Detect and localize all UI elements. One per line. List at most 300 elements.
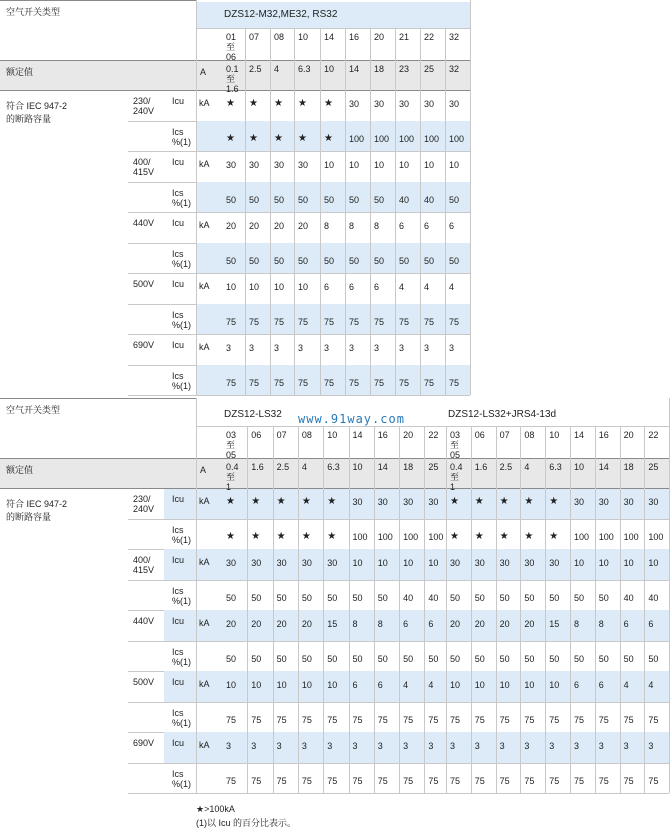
cell-value: 3 bbox=[349, 343, 355, 353]
rating-value: 4 bbox=[274, 64, 280, 74]
cell-value: ★ bbox=[524, 530, 534, 542]
code-header: 20 bbox=[623, 430, 634, 440]
cell-value: 75 bbox=[524, 714, 535, 725]
cell-value: 50 bbox=[274, 194, 285, 205]
cell-value: 75 bbox=[474, 714, 485, 725]
col-rule bbox=[424, 426, 425, 793]
rating-label: 额定值 bbox=[6, 67, 34, 77]
cell-value: 4 bbox=[623, 680, 629, 690]
cell-value: 75 bbox=[298, 316, 309, 327]
cell-value: 100 bbox=[352, 531, 368, 542]
cell-value: ★ bbox=[276, 496, 286, 507]
param-label: Ics %(1) bbox=[172, 585, 192, 606]
cell-value: 40 bbox=[424, 194, 435, 205]
unit-label: kA bbox=[199, 98, 210, 108]
cell-value: 75 bbox=[450, 714, 461, 725]
cell-value: 100 bbox=[428, 531, 444, 542]
cell-value: 75 bbox=[374, 377, 385, 388]
cell-value: 30 bbox=[428, 497, 439, 507]
cell-value: 4 bbox=[428, 680, 434, 690]
cell-value: 20 bbox=[226, 619, 237, 629]
cell-value: 75 bbox=[249, 377, 260, 388]
cell-value: 50 bbox=[428, 653, 439, 664]
row-divider bbox=[128, 151, 470, 152]
col-rule bbox=[374, 426, 375, 793]
cell-value: 10 bbox=[574, 558, 585, 568]
cell-value: 10 bbox=[549, 680, 560, 690]
cell-value: 75 bbox=[648, 714, 659, 725]
cell-value: 10 bbox=[274, 282, 285, 292]
cell-value: 3 bbox=[298, 343, 304, 353]
cell-value: 10 bbox=[249, 282, 260, 292]
param-label: Ics %(1) bbox=[172, 768, 192, 789]
cell-value: 75 bbox=[226, 316, 237, 327]
rating-value: 4 bbox=[524, 462, 530, 472]
cell-value: 8 bbox=[377, 619, 383, 629]
cell-value: 100 bbox=[648, 531, 664, 542]
rating-value: 2.5 bbox=[249, 64, 262, 74]
cell-value: 6 bbox=[349, 282, 355, 292]
rating-value: 0.4 至 1 bbox=[226, 462, 239, 492]
cell-value: 100 bbox=[623, 531, 639, 542]
cell-value: 20 bbox=[251, 619, 262, 629]
cell-value: 30 bbox=[274, 160, 285, 170]
param-label: Ics %(1) bbox=[172, 707, 192, 728]
footnote-percentage: (1)以 Icu 的百分比表示。 bbox=[196, 818, 297, 828]
right-rule bbox=[470, 0, 471, 395]
cell-value: 75 bbox=[623, 714, 634, 725]
rating-unit: A bbox=[200, 465, 207, 475]
capacity-label: 符合 IEC 947-2 的断路容量 bbox=[6, 101, 68, 124]
rating-value: 14 bbox=[598, 462, 609, 472]
code-header: 10 bbox=[298, 32, 309, 42]
param-label: Icu bbox=[172, 96, 185, 106]
cell-value: 50 bbox=[450, 653, 461, 664]
row-divider bbox=[128, 793, 669, 794]
cell-value: 10 bbox=[327, 680, 338, 690]
cell-value: 75 bbox=[324, 316, 335, 327]
rating-value: 23 bbox=[399, 64, 410, 74]
cell-value: 75 bbox=[449, 377, 460, 388]
cell-value: 10 bbox=[324, 160, 335, 170]
code-header: 14 bbox=[574, 430, 585, 440]
cell-value: 50 bbox=[349, 255, 360, 266]
cell-value: 40 bbox=[623, 592, 634, 603]
unit-label: kA bbox=[199, 220, 210, 230]
cell-value: 50 bbox=[274, 255, 285, 266]
cell-value: 3 bbox=[324, 343, 330, 353]
unit-label: kA bbox=[199, 159, 210, 169]
rating-value: 10 bbox=[574, 462, 585, 472]
cell-value: 50 bbox=[499, 653, 510, 664]
capacity-label: 符合 IEC 947-2 的断路容量 bbox=[6, 499, 68, 522]
cell-value: 50 bbox=[226, 653, 237, 664]
cell-value: 3 bbox=[524, 741, 530, 751]
col-rule bbox=[545, 426, 546, 793]
cell-value: 75 bbox=[499, 714, 510, 725]
cell-value: 50 bbox=[352, 592, 363, 603]
cell-value: 3 bbox=[403, 741, 409, 751]
code-header: 22 bbox=[424, 32, 435, 42]
rating-value: 25 bbox=[428, 462, 439, 472]
cell-value: 20 bbox=[276, 619, 287, 629]
cell-value: ★ bbox=[249, 98, 258, 109]
col-rule bbox=[320, 28, 321, 395]
cell-value: 50 bbox=[374, 194, 385, 205]
cell-value: 10 bbox=[352, 558, 363, 568]
code-header: 20 bbox=[403, 430, 414, 440]
cell-value: ★ bbox=[524, 496, 534, 507]
cell-value: 50 bbox=[399, 255, 410, 266]
code-header: 10 bbox=[549, 430, 560, 440]
top-rule bbox=[0, 0, 196, 1]
rating-value: 2.5 bbox=[499, 462, 513, 472]
cell-value: 75 bbox=[499, 775, 510, 786]
cell-value: 6 bbox=[377, 680, 383, 690]
cell-value: 40 bbox=[399, 194, 410, 205]
cell-value: 10 bbox=[450, 680, 461, 690]
param-label: Icu bbox=[172, 677, 185, 687]
cell-value: 75 bbox=[301, 714, 312, 725]
col-rule bbox=[298, 426, 299, 793]
cell-value: 3 bbox=[499, 741, 505, 751]
code-header: 14 bbox=[352, 430, 363, 440]
cell-value: 50 bbox=[474, 653, 485, 664]
voltage-label: 230/ 240V bbox=[133, 494, 155, 514]
cell-value: 50 bbox=[598, 653, 609, 664]
cell-value: ★ bbox=[450, 530, 459, 542]
param-label: Icu bbox=[172, 494, 185, 504]
cell-value: 15 bbox=[549, 619, 560, 629]
code-header: 08 bbox=[274, 32, 285, 42]
code-header: 03 至 05 bbox=[226, 430, 237, 460]
cell-value: ★ bbox=[324, 132, 333, 144]
cell-value: 10 bbox=[301, 680, 312, 690]
cell-value: ★ bbox=[249, 132, 258, 144]
cell-value: 75 bbox=[251, 775, 262, 786]
cell-value: 75 bbox=[327, 714, 338, 725]
cell-value: ★ bbox=[474, 530, 484, 542]
cell-value: 6 bbox=[598, 680, 604, 690]
cell-value: 30 bbox=[449, 99, 460, 109]
cell-value: ★ bbox=[450, 496, 459, 507]
rating-value: 18 bbox=[623, 462, 634, 472]
col-rule bbox=[446, 426, 447, 793]
cell-value: 75 bbox=[249, 316, 260, 327]
param-label: Icu bbox=[172, 616, 185, 626]
code-header: 01 至 06 bbox=[226, 32, 237, 62]
cell-value: ★ bbox=[298, 98, 307, 109]
code-rule bbox=[196, 426, 669, 427]
voltage-label: 400/ 415V bbox=[133, 157, 155, 177]
data-row-band bbox=[164, 732, 669, 763]
cell-value: 3 bbox=[226, 343, 232, 353]
unit-label: kA bbox=[199, 557, 210, 567]
cell-value: 3 bbox=[648, 741, 654, 751]
cell-value: 50 bbox=[298, 255, 309, 266]
cell-value: 75 bbox=[403, 775, 414, 786]
code-header: 16 bbox=[377, 430, 388, 440]
cell-value: 10 bbox=[403, 558, 414, 568]
unit-label: kA bbox=[199, 496, 210, 506]
cell-value: 6 bbox=[403, 619, 409, 629]
cell-value: 100 bbox=[424, 133, 440, 144]
code-header: 22 bbox=[648, 430, 659, 440]
cell-value: 20 bbox=[249, 221, 260, 231]
cell-value: 50 bbox=[449, 255, 460, 266]
cell-value: 8 bbox=[352, 619, 358, 629]
cell-value: 6 bbox=[623, 619, 629, 629]
code-header: 22 bbox=[428, 430, 439, 440]
cell-value: ★ bbox=[226, 98, 235, 109]
cell-value: 6 bbox=[374, 282, 380, 292]
cell-value: 50 bbox=[499, 592, 510, 603]
cell-value: 10 bbox=[226, 282, 237, 292]
rating-value: 32 bbox=[449, 64, 460, 74]
rating-value: 18 bbox=[403, 462, 414, 472]
cell-value: 75 bbox=[301, 775, 312, 786]
cell-value: ★ bbox=[226, 496, 235, 507]
cell-value: 3 bbox=[374, 343, 380, 353]
rating-value: 0.1 至 1.6 bbox=[226, 64, 239, 94]
cell-value: ★ bbox=[274, 132, 283, 144]
cell-value: 6 bbox=[424, 221, 430, 231]
code-header: 16 bbox=[598, 430, 609, 440]
cell-value: 10 bbox=[349, 160, 360, 170]
cell-value: 50 bbox=[298, 194, 309, 205]
watermark-text: www.91way.com bbox=[298, 412, 405, 426]
cell-value: ★ bbox=[327, 530, 337, 542]
cell-value: 4 bbox=[424, 282, 430, 292]
rating-value: 1.6 bbox=[474, 462, 488, 472]
cell-value: 30 bbox=[450, 558, 461, 568]
data-row-band bbox=[164, 549, 669, 580]
code-header: 07 bbox=[499, 430, 510, 440]
cell-value: 75 bbox=[598, 775, 609, 786]
col-rule bbox=[323, 426, 324, 793]
cell-value: 10 bbox=[399, 160, 410, 170]
product-a-name: DZS12-LS32 bbox=[224, 409, 282, 420]
col-rule bbox=[247, 426, 248, 793]
cell-value: 100 bbox=[574, 531, 590, 542]
col-rule bbox=[349, 426, 350, 793]
col-rule bbox=[370, 28, 371, 395]
cell-value: 10 bbox=[377, 558, 388, 568]
rating-value: 6.3 bbox=[549, 462, 562, 472]
cell-value: 6 bbox=[352, 680, 358, 690]
cell-value: 30 bbox=[276, 558, 287, 568]
type-label: 空气开关类型 bbox=[6, 405, 61, 415]
rating-value: 6.3 bbox=[327, 462, 340, 472]
cell-value: 30 bbox=[549, 558, 560, 568]
rating-value: 0.4 至 1 bbox=[450, 462, 463, 492]
cell-value: 6 bbox=[449, 221, 455, 231]
col-rule bbox=[395, 28, 396, 395]
col-rule bbox=[445, 28, 446, 395]
code-header: 21 bbox=[399, 32, 410, 42]
code-header: 06 bbox=[251, 430, 262, 440]
voltage-label: 230/ 240V bbox=[133, 96, 155, 116]
cell-value: 75 bbox=[549, 714, 560, 725]
cell-value: 50 bbox=[226, 194, 237, 205]
cell-value: 20 bbox=[474, 619, 485, 629]
cell-value: 3 bbox=[574, 741, 580, 751]
code-header: 07 bbox=[276, 430, 287, 440]
voltage-label: 440V bbox=[133, 218, 155, 228]
cell-value: 75 bbox=[428, 714, 439, 725]
cell-value: ★ bbox=[274, 98, 283, 109]
voltage-label: 440V bbox=[133, 616, 155, 626]
rating-top-rule bbox=[0, 458, 669, 459]
cell-value: 20 bbox=[450, 619, 461, 629]
voltage-label: 690V bbox=[133, 340, 155, 350]
cell-value: 75 bbox=[450, 775, 461, 786]
cell-value: 3 bbox=[327, 741, 333, 751]
cell-value: 75 bbox=[251, 714, 262, 725]
cell-value: 75 bbox=[574, 775, 585, 786]
cell-value: 20 bbox=[298, 221, 309, 231]
cell-value: 8 bbox=[598, 619, 604, 629]
row-divider bbox=[128, 212, 470, 213]
cell-value: 30 bbox=[598, 497, 609, 507]
row-divider bbox=[128, 395, 470, 396]
cell-value: 75 bbox=[648, 775, 659, 786]
cell-value: 6 bbox=[428, 619, 434, 629]
col-rule bbox=[420, 28, 421, 395]
param-label: Ics %(1) bbox=[172, 370, 192, 391]
cell-value: 30 bbox=[298, 160, 309, 170]
param-label: Icu bbox=[172, 738, 185, 748]
cell-value: 6 bbox=[324, 282, 330, 292]
cell-value: 75 bbox=[226, 714, 237, 725]
cell-value: 50 bbox=[549, 653, 560, 664]
unit-label: kA bbox=[199, 342, 210, 352]
cell-value: 3 bbox=[450, 741, 456, 751]
data-row-band bbox=[164, 671, 669, 702]
product-b-name: DZS12-LS32+JRS4-13d bbox=[448, 409, 557, 420]
cell-value: ★ bbox=[549, 530, 559, 542]
cell-value: 75 bbox=[377, 714, 388, 725]
cell-value: 50 bbox=[349, 194, 360, 205]
cell-value: ★ bbox=[251, 530, 261, 542]
cell-value: 75 bbox=[474, 775, 485, 786]
cell-value: 75 bbox=[274, 316, 285, 327]
cell-value: 75 bbox=[349, 316, 360, 327]
cell-value: ★ bbox=[276, 530, 286, 542]
cell-value: 3 bbox=[276, 741, 282, 751]
col-rule bbox=[471, 426, 472, 793]
code-header: 32 bbox=[449, 32, 460, 42]
cell-value: 8 bbox=[324, 221, 330, 231]
cell-value: 100 bbox=[349, 133, 365, 144]
cell-value: 50 bbox=[524, 592, 535, 603]
param-label: Icu bbox=[172, 555, 185, 565]
col-rule bbox=[270, 28, 271, 395]
cell-value: 100 bbox=[403, 531, 419, 542]
cell-value: 20 bbox=[274, 221, 285, 231]
cell-value: 50 bbox=[377, 592, 388, 603]
cell-value: 3 bbox=[428, 741, 434, 751]
param-label: Icu bbox=[172, 218, 185, 228]
col-rule bbox=[496, 426, 497, 793]
cell-value: ★ bbox=[226, 132, 235, 144]
cell-value: ★ bbox=[327, 496, 337, 507]
cell-value: 75 bbox=[324, 377, 335, 388]
cell-value: 75 bbox=[352, 775, 363, 786]
param-label: Ics %(1) bbox=[172, 646, 192, 667]
cell-value: 30 bbox=[424, 99, 435, 109]
left-rule bbox=[196, 0, 197, 395]
rating-value: 25 bbox=[424, 64, 435, 74]
cell-value: 8 bbox=[349, 221, 355, 231]
rating-value: 2.5 bbox=[276, 462, 290, 472]
cell-value: 75 bbox=[374, 316, 385, 327]
cell-value: 30 bbox=[251, 558, 262, 568]
cell-value: 6 bbox=[574, 680, 580, 690]
cell-value: 3 bbox=[549, 741, 555, 751]
cell-value: 10 bbox=[648, 558, 659, 568]
cell-value: 10 bbox=[424, 160, 435, 170]
cell-value: 75 bbox=[276, 714, 287, 725]
row-divider bbox=[128, 273, 470, 274]
cell-value: 30 bbox=[352, 497, 363, 507]
cell-value: 75 bbox=[352, 714, 363, 725]
cell-value: 50 bbox=[327, 592, 338, 603]
cell-value: 30 bbox=[349, 99, 360, 109]
code-header: 10 bbox=[327, 430, 338, 440]
table-section-1 bbox=[0, 0, 670, 398]
voltage-label: 500V bbox=[133, 279, 155, 289]
col-rule bbox=[644, 426, 645, 793]
cell-value: 3 bbox=[226, 741, 232, 751]
cell-value: 50 bbox=[424, 255, 435, 266]
col-rule bbox=[345, 28, 346, 395]
cell-value: 50 bbox=[276, 653, 287, 664]
cell-value: 30 bbox=[374, 99, 385, 109]
cell-value: 50 bbox=[623, 653, 634, 664]
cell-value: 75 bbox=[424, 316, 435, 327]
cell-value: ★ bbox=[298, 132, 307, 144]
cell-value: ★ bbox=[499, 496, 509, 507]
code-header: 14 bbox=[324, 32, 335, 42]
cell-value: 30 bbox=[648, 497, 659, 507]
cell-value: 3 bbox=[377, 741, 383, 751]
param-label: Icu bbox=[172, 340, 185, 350]
cell-value: 3 bbox=[249, 343, 255, 353]
cell-value: 100 bbox=[377, 531, 393, 542]
code-rule bbox=[196, 28, 470, 29]
cell-value: 3 bbox=[598, 741, 604, 751]
unit-label: kA bbox=[199, 618, 210, 628]
cell-value: 50 bbox=[301, 592, 312, 603]
cell-value: 8 bbox=[574, 619, 580, 629]
cell-value: 50 bbox=[324, 255, 335, 266]
cell-value: 40 bbox=[403, 592, 414, 603]
cell-value: 50 bbox=[276, 592, 287, 603]
col-rule bbox=[245, 28, 246, 395]
cell-value: 20 bbox=[301, 619, 312, 629]
row-divider bbox=[128, 334, 470, 335]
cell-value: 50 bbox=[574, 592, 585, 603]
cell-value: 75 bbox=[298, 377, 309, 388]
cell-value: 30 bbox=[249, 160, 260, 170]
cell-value: 75 bbox=[549, 775, 560, 786]
param-label: Ics %(1) bbox=[172, 248, 192, 269]
cell-value: 20 bbox=[226, 221, 237, 231]
cell-value: 50 bbox=[450, 592, 461, 603]
cell-value: 3 bbox=[399, 343, 405, 353]
rating-label: 额定值 bbox=[6, 465, 34, 475]
